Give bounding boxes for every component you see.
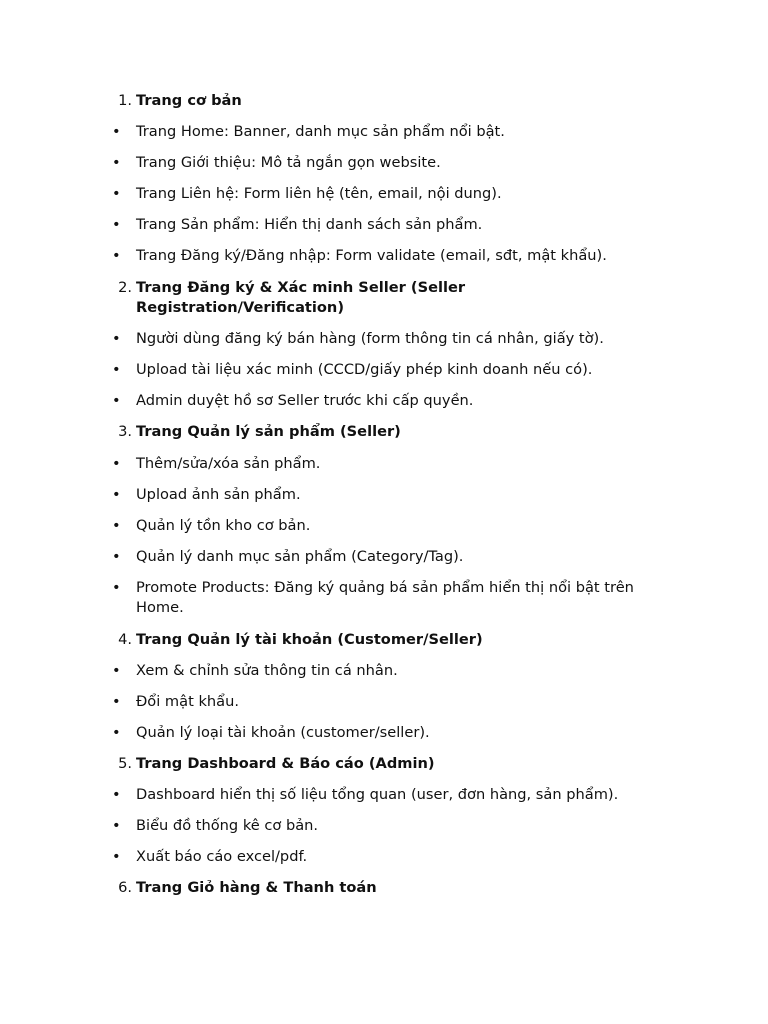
list-item-text: Upload ảnh sản phẩm. [136,485,301,503]
bullet-icon: • [112,547,121,565]
list-item [112,122,676,143]
section-number: 6. [118,879,132,897]
bullet-icon: • [112,392,121,410]
list-item [112,391,676,412]
list-item-text: Xem & chỉnh sửa thông tin cá nhân. [136,661,398,679]
bullet-icon: • [112,185,121,203]
list-item [112,816,676,837]
section-number: 2. [118,278,132,296]
bullet-icon: • [112,723,121,741]
list-item-text: Trang Liên hệ: Form liên hệ (tên, email, nội dung). [136,185,502,203]
section-heading [118,91,676,112]
list-item-text: Trang Giới thiệu: Mô tả ngắn gọn website. [136,154,441,172]
list-item [112,215,676,236]
list-item [112,692,676,713]
bullet-icon: • [112,154,121,172]
list-item [112,723,676,744]
list-item-text: Biểu đồ thống kê cơ bản. [136,817,319,835]
bullet-icon: • [112,361,121,379]
section-heading [118,630,676,651]
section-number: 5. [118,754,132,772]
list-item [112,547,676,568]
list-item-text: Trang Home: Banner, danh mục sản phẩm nổi bật. [136,123,505,141]
list-item [112,153,676,174]
list-item-text: Quản lý danh mục sản phẩm (Category/Tag). [136,547,464,565]
section-title: Trang Giỏ hàng & Thanh toán [136,879,377,897]
list-item [112,329,676,350]
list-item [112,785,676,806]
bullet-icon: • [112,578,121,596]
list-item-text: Promote Products: Đăng ký quảng bá sản phẩm hiển thị nổi bật trên Home. [136,578,634,617]
list-item [112,246,676,267]
section-title: Trang cơ bản [136,92,242,109]
bullet-icon: • [112,516,121,534]
list-item [112,184,676,205]
list-item-text: Admin duyệt hồ sơ Seller trước khi cấp quyền. [136,392,474,410]
bullet-icon: • [112,848,121,866]
bullet-icon: • [112,661,121,679]
section-heading [118,422,676,443]
section-number: 1. [118,92,132,109]
section-number: 4. [118,630,132,648]
list-item-text: Người dùng đăng ký bán hàng (form thông tin cá nhân, giấy tờ). [136,330,604,348]
list-item [112,485,676,506]
section-title: Trang Đăng ký & Xác minh Seller (Seller Registration/Verification) [136,278,466,317]
bullet-icon: • [112,330,121,348]
section-title: Trang Quản lý tài khoản (Customer/Seller) [136,630,483,648]
list-item [112,360,676,381]
bullet-icon: • [112,785,121,803]
bullet-icon: • [112,485,121,503]
section-number: 3. [118,423,132,441]
section-heading [118,754,676,775]
bullet-icon: • [112,692,121,710]
bullet-icon: • [112,817,121,835]
list-item-text: Quản lý loại tài khoản (customer/seller). [136,723,430,741]
list-item [112,578,676,619]
list-item-text: Đổi mật khẩu. [136,692,239,710]
list-item [112,516,676,537]
list-item-text: Trang Sản phẩm: Hiển thị danh sách sản phẩm. [136,216,483,234]
list-item [112,847,676,868]
list-item-text: Quản lý tồn kho cơ bản. [136,516,311,534]
list-item-text: Trang Đăng ký/Đăng nhập: Form validate (email, sđt, mật khẩu). [136,247,607,265]
list-item-text: Xuất báo cáo excel/pdf. [136,848,308,866]
section-title: Trang Quản lý sản phẩm (Seller) [136,423,401,441]
section-heading [118,878,676,899]
bullet-icon: • [112,216,121,234]
list-item [112,661,676,682]
list-item-text: Upload tài liệu xác minh (CCCD/giấy phép kinh doanh nếu có). [136,361,593,379]
list-item [112,454,676,475]
bullet-icon: • [112,247,121,265]
list-item-text: Dashboard hiển thị số liệu tổng quan (user, đơn hàng, sản phẩm). [136,785,619,803]
bullet-icon: • [112,123,121,141]
bullet-icon: • [112,454,121,472]
list-item-text: Thêm/sửa/xóa sản phẩm. [136,454,321,472]
section-heading [118,278,676,319]
section-title: Trang Dashboard & Báo cáo (Admin) [136,754,435,772]
